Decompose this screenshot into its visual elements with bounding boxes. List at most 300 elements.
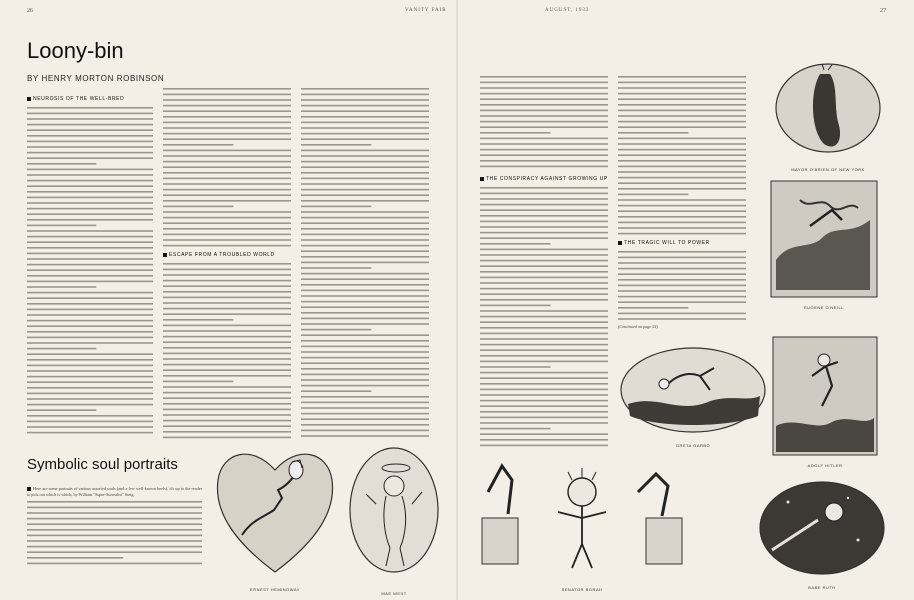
text-line — [480, 198, 608, 200]
text-line — [301, 172, 429, 174]
text-line — [480, 349, 608, 351]
text-line — [27, 157, 153, 159]
text-line — [27, 512, 202, 514]
text-line — [480, 372, 608, 374]
text-line — [480, 389, 608, 391]
text-line — [301, 222, 429, 224]
text-line — [27, 529, 202, 531]
text-line — [480, 377, 608, 379]
oval-illustration — [618, 344, 768, 436]
text-line — [301, 273, 429, 275]
text-line — [27, 286, 96, 288]
text-line — [618, 121, 746, 123]
text-line — [163, 228, 291, 230]
text-line — [618, 227, 746, 229]
text-line — [27, 342, 153, 344]
text-line — [480, 355, 608, 357]
text-line — [480, 243, 550, 245]
text-line — [163, 127, 291, 129]
text-line — [480, 327, 608, 329]
text-line — [301, 256, 429, 258]
text-line — [27, 557, 123, 559]
text-line — [301, 362, 429, 364]
text-line — [480, 115, 608, 117]
text-line — [27, 146, 153, 148]
text-line — [480, 143, 608, 145]
text-line — [27, 230, 153, 232]
portrait-greta-garbo — [618, 344, 768, 446]
text-line — [27, 297, 153, 299]
caption: GRETA GARBO — [675, 443, 711, 448]
text-line — [27, 370, 153, 372]
body-text-block — [480, 185, 608, 447]
text-line — [301, 390, 371, 392]
text-line — [27, 253, 153, 255]
text-line — [301, 155, 429, 157]
caption: MAE WEST — [381, 591, 407, 596]
text-line — [163, 403, 291, 405]
text-line — [27, 264, 153, 266]
text-line — [301, 290, 429, 292]
caption: SENATOR BORAH — [561, 587, 603, 592]
text-line — [301, 200, 429, 202]
text-line — [163, 217, 291, 219]
text-line — [27, 507, 202, 509]
text-line — [27, 208, 153, 210]
text-line — [301, 267, 371, 269]
text-line — [301, 374, 429, 376]
portrait-babe-ruth — [758, 480, 886, 590]
text-line — [480, 361, 608, 363]
text-line — [27, 331, 153, 333]
text-line — [301, 183, 429, 185]
text-line — [618, 216, 746, 218]
text-line — [480, 428, 550, 430]
caption: ADOLF HITLER — [807, 463, 843, 468]
text-line — [301, 88, 429, 90]
text-line — [27, 303, 153, 305]
text-line — [163, 353, 291, 355]
text-line — [480, 383, 608, 385]
text-line — [480, 433, 608, 435]
text-line — [163, 285, 291, 287]
text-line — [480, 333, 608, 335]
text-line — [618, 149, 746, 151]
text-line — [27, 197, 153, 199]
portrait-adolf-hitler — [772, 336, 878, 468]
text-line — [480, 149, 608, 151]
text-line — [618, 160, 746, 162]
column-1 — [27, 96, 153, 435]
text-line — [163, 375, 291, 377]
text-line — [27, 540, 202, 542]
text-line — [618, 268, 746, 270]
text-line — [27, 409, 96, 411]
text-line — [301, 284, 429, 286]
text-line — [27, 281, 153, 283]
text-line — [480, 187, 608, 189]
text-line — [27, 314, 153, 316]
text-line — [618, 251, 746, 253]
text-line — [27, 219, 153, 221]
text-line — [480, 277, 608, 279]
text-line — [301, 133, 429, 135]
text-line — [27, 365, 153, 367]
right-page-number: 27 — [880, 8, 886, 14]
caption: MAYOR O'BRIEN OF NEW YORK — [791, 167, 865, 172]
text-line — [27, 141, 153, 143]
text-line — [301, 110, 429, 112]
text-line — [163, 206, 233, 208]
text-line — [163, 94, 291, 96]
text-line — [480, 254, 608, 256]
text-line — [480, 344, 608, 346]
text-line — [163, 313, 291, 315]
text-line — [27, 258, 153, 260]
text-line — [618, 98, 746, 100]
text-line — [163, 155, 291, 157]
text-line — [480, 232, 608, 234]
text-line — [301, 379, 429, 381]
text-line — [301, 138, 429, 140]
text-line — [480, 282, 608, 284]
text-line — [301, 161, 429, 163]
text-line — [301, 424, 429, 426]
text-line — [163, 369, 291, 371]
text-line — [480, 138, 608, 140]
text-line — [301, 262, 429, 264]
text-line — [27, 421, 153, 423]
text-line — [618, 290, 746, 292]
text-line — [27, 202, 153, 204]
text-line — [27, 325, 153, 327]
text-line — [301, 206, 371, 208]
section-heading: ESCAPE FROM A TROUBLED WORLD — [163, 252, 291, 258]
text-line — [163, 392, 291, 394]
text-line — [301, 329, 371, 331]
page-gutter — [456, 0, 458, 600]
text-line — [27, 124, 153, 126]
text-line — [618, 307, 688, 309]
text-line — [618, 194, 688, 196]
oval-illustration — [772, 60, 884, 160]
text-line — [480, 126, 608, 128]
oval-illustration — [758, 480, 886, 578]
text-line — [163, 161, 291, 163]
text-line — [163, 397, 291, 399]
text-line — [301, 402, 429, 404]
text-line — [301, 144, 371, 146]
text-line — [163, 291, 291, 293]
text-line — [301, 323, 429, 325]
text-line — [618, 296, 746, 298]
rect-illustration — [770, 180, 878, 298]
text-line — [618, 318, 746, 320]
text-line — [27, 348, 96, 350]
text-line — [301, 234, 429, 236]
text-line — [618, 132, 688, 134]
text-line — [301, 245, 429, 247]
text-line — [618, 273, 746, 275]
text-line — [27, 225, 96, 227]
text-line — [27, 163, 96, 165]
text-line — [27, 309, 153, 311]
text-line — [480, 439, 608, 441]
text-line — [301, 430, 429, 432]
text-line — [480, 310, 608, 312]
text-line — [480, 299, 608, 301]
text-line — [480, 204, 608, 206]
column-4 — [480, 74, 608, 447]
text-line — [480, 221, 608, 223]
column-5 — [618, 74, 746, 330]
byline: BY HENRY MORTON ROBINSON — [27, 74, 165, 83]
text-line — [163, 319, 233, 321]
scene-illustration — [478, 452, 686, 580]
text-line — [27, 320, 153, 322]
text-line — [618, 82, 746, 84]
text-line — [27, 563, 202, 565]
body-text-block — [301, 86, 429, 438]
text-line — [163, 99, 291, 101]
text-line — [163, 194, 291, 196]
text-line — [480, 394, 608, 396]
text-line — [27, 135, 153, 137]
portrait-mae-west — [346, 444, 442, 594]
text-line — [301, 351, 429, 353]
text-line — [27, 337, 153, 339]
text-line — [27, 398, 153, 400]
section-heading: THE CONSPIRACY AGAINST GROWING UP — [480, 176, 608, 182]
text-line — [27, 107, 153, 109]
text-line — [163, 302, 291, 304]
text-line — [301, 413, 429, 415]
text-line — [618, 177, 746, 179]
continued-note: (Continued on page 54) — [618, 324, 658, 329]
text-line — [301, 306, 429, 308]
text-line — [163, 116, 291, 118]
text-line — [301, 357, 429, 359]
text-line — [618, 188, 746, 190]
text-line — [163, 222, 291, 224]
text-line — [163, 105, 291, 107]
text-line — [163, 88, 291, 90]
text-line — [618, 285, 746, 287]
text-line — [480, 132, 550, 134]
text-line — [163, 110, 291, 112]
text-line — [618, 171, 746, 173]
text-line — [480, 237, 608, 239]
text-line — [163, 211, 291, 213]
text-line — [480, 193, 608, 195]
text-line — [163, 336, 291, 338]
text-line — [618, 313, 746, 315]
article-title: Loony-bin — [27, 38, 124, 63]
heart-illustration — [212, 440, 338, 580]
feature-title: Symbolic soul portraits — [27, 456, 178, 473]
text-line — [27, 404, 153, 406]
text-line — [163, 386, 291, 388]
text-line — [480, 121, 608, 123]
body-text-block — [618, 74, 746, 236]
text-line — [301, 239, 429, 241]
body-text-block — [163, 86, 291, 248]
text-line — [618, 138, 746, 140]
text-line — [480, 82, 608, 84]
text-line — [301, 217, 429, 219]
text-line — [480, 98, 608, 100]
text-line — [163, 200, 291, 202]
feature-intro: Here are some portraits of various assorted souls (and a few well-known heels), it's up to the reader to pick out which is which; by William "Super-Surrealist" Steig. — [27, 486, 202, 586]
text-line — [27, 359, 153, 361]
text-line — [618, 262, 746, 264]
text-line — [480, 411, 608, 413]
text-line — [618, 205, 746, 207]
text-line — [480, 271, 608, 273]
text-line — [163, 409, 291, 411]
text-line — [163, 308, 291, 310]
text-line — [480, 104, 608, 106]
text-line — [163, 178, 291, 180]
text-line — [618, 301, 746, 303]
text-line — [618, 279, 746, 281]
text-line — [480, 265, 608, 267]
text-line — [163, 425, 291, 427]
text-line — [27, 552, 202, 554]
text-line — [301, 105, 429, 107]
text-line — [480, 321, 608, 323]
text-line — [301, 312, 429, 314]
portrait-senator-borah — [478, 452, 686, 592]
text-line — [301, 122, 429, 124]
text-line — [480, 305, 550, 307]
text-line — [163, 364, 291, 366]
text-line — [27, 241, 153, 243]
text-line — [27, 169, 153, 171]
text-line — [27, 426, 153, 428]
text-line — [27, 376, 153, 378]
text-line — [301, 127, 429, 129]
text-line — [301, 318, 429, 320]
text-line — [480, 76, 608, 78]
text-line — [163, 341, 291, 343]
text-line — [618, 93, 746, 95]
text-line — [618, 257, 746, 259]
text-line — [301, 211, 429, 213]
text-line — [480, 316, 608, 318]
text-line — [301, 340, 429, 342]
left-page-number: 26 — [27, 8, 33, 14]
text-line — [27, 501, 202, 503]
caption: EUGENE O'NEILL — [804, 305, 844, 310]
text-line — [480, 288, 608, 290]
text-line — [27, 393, 153, 395]
text-line — [618, 126, 746, 128]
text-line — [163, 122, 291, 124]
text-line — [301, 301, 429, 303]
text-line — [301, 278, 429, 280]
text-line — [163, 263, 291, 265]
text-line — [301, 94, 429, 96]
text-line — [27, 152, 153, 154]
text-line — [27, 213, 153, 215]
text-line — [163, 172, 291, 174]
text-line — [480, 110, 608, 112]
text-line — [618, 143, 746, 145]
text-line — [480, 400, 608, 402]
text-line — [301, 189, 429, 191]
text-line — [163, 245, 291, 247]
body-text-block — [618, 249, 746, 323]
magazine-name: VANITY FAIR — [405, 8, 447, 13]
text-line — [27, 113, 153, 115]
text-line — [480, 417, 608, 419]
text-line — [163, 166, 291, 168]
text-line — [480, 166, 608, 168]
text-line — [480, 215, 608, 217]
text-line — [480, 338, 608, 340]
text-line — [618, 199, 746, 201]
text-line — [480, 93, 608, 95]
text-line — [301, 295, 429, 297]
text-line — [618, 110, 746, 112]
text-line — [480, 154, 608, 156]
text-line — [480, 160, 608, 162]
text-line — [163, 297, 291, 299]
text-line — [301, 385, 429, 387]
text-line — [480, 260, 608, 262]
column-3 — [301, 86, 429, 438]
text-line — [163, 358, 291, 360]
text-line — [27, 415, 153, 417]
text-line — [301, 250, 429, 252]
text-line — [163, 144, 233, 146]
text-line — [27, 546, 202, 548]
text-line — [618, 76, 746, 78]
text-line — [301, 99, 429, 101]
text-line — [480, 209, 608, 211]
section-heading: NEUROSIS OF THE WELL-BRED — [27, 96, 153, 102]
text-line — [163, 274, 291, 276]
text-line — [618, 154, 746, 156]
issue-date: AUGUST, 1933 — [545, 8, 590, 13]
text-line — [618, 233, 746, 235]
body-text-block — [163, 261, 291, 441]
caption: ERNEST HEMINGWAY — [250, 587, 300, 592]
text-line — [27, 247, 153, 249]
text-line — [301, 396, 429, 398]
text-line — [163, 414, 291, 416]
text-line — [618, 222, 746, 224]
text-line — [480, 405, 608, 407]
text-line — [301, 178, 429, 180]
text-line — [27, 381, 153, 383]
caption: BABE RUTH — [808, 585, 836, 590]
text-line — [163, 138, 291, 140]
text-line — [27, 269, 153, 271]
text-line — [301, 435, 429, 437]
text-line — [27, 432, 153, 434]
text-line — [27, 387, 153, 389]
text-line — [618, 104, 746, 106]
text-line — [27, 518, 202, 520]
text-line — [618, 87, 746, 89]
text-line — [480, 445, 608, 447]
text-line — [27, 191, 153, 193]
text-line — [27, 524, 202, 526]
text-line — [301, 368, 429, 370]
text-line — [618, 166, 746, 168]
